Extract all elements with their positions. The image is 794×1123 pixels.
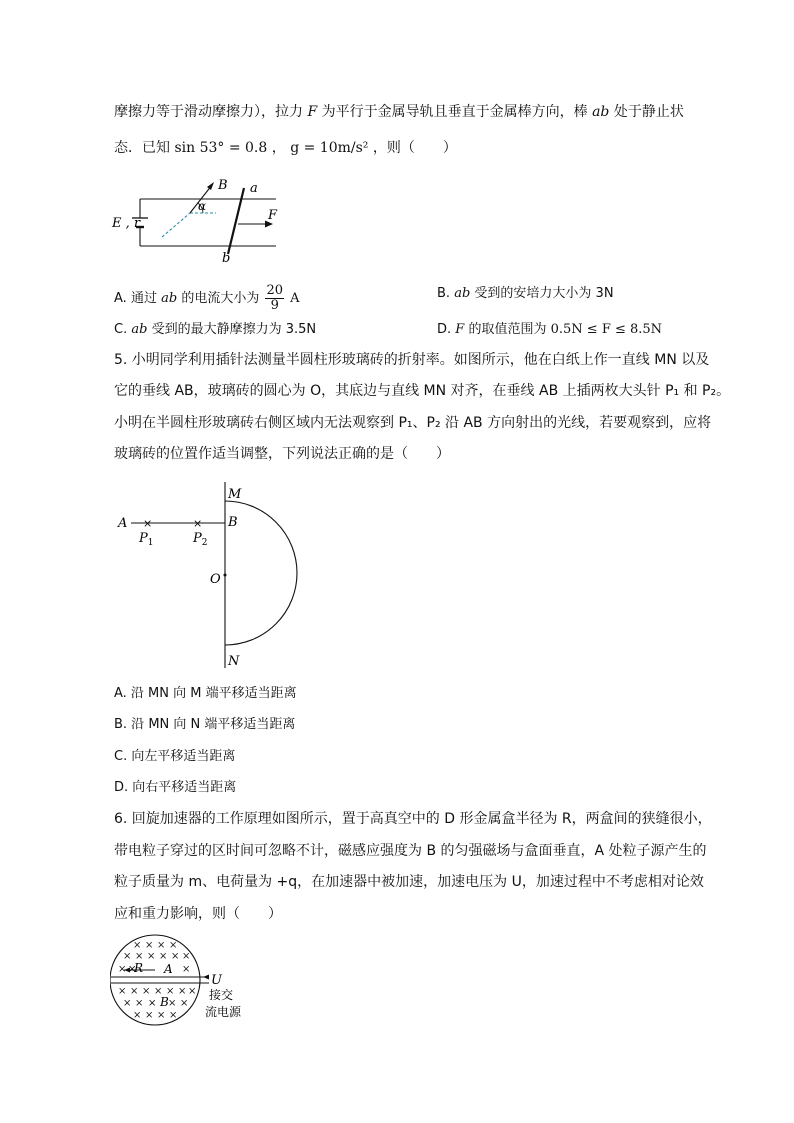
svg-text:×: × bbox=[118, 964, 127, 975]
B-arrow-head bbox=[207, 182, 214, 190]
q4-option-a[interactable]: A. 通过 ab 的电流大小为 $\frac{20}{9}$ A bbox=[114, 283, 300, 313]
q4-rail-figure bbox=[110, 172, 290, 264]
label-R: R bbox=[134, 961, 144, 975]
q5-stem-line-2: 它的垂线 AB，玻璃砖的圆心为 O，其底边与直线 MN 对齐，在垂线 AB 上插两枚大头针 P₁ 和 P₂。 bbox=[114, 383, 731, 399]
q5-glass-figure bbox=[110, 478, 310, 674]
label-A: A bbox=[118, 516, 128, 531]
svg-text:×: × bbox=[145, 1010, 154, 1021]
dashed-normal bbox=[162, 213, 190, 237]
q6-stem-line-2: 带电粒子穿过的区时间可忽略不计，磁感应强度为 B 的匀强磁场与盒面垂直，A 处粒子源产生的 bbox=[114, 843, 707, 859]
pin-P2-mark: × bbox=[193, 517, 203, 530]
label-B: B bbox=[218, 178, 228, 193]
q4-option-c[interactable]: C. ab 受到的最大静摩擦力为 3.5N bbox=[114, 322, 317, 337]
svg-text:×: × bbox=[133, 1010, 142, 1021]
q4-stem-line-2: 态．已知 sin 53° = 0.8 ， g = 10m/s² ，则（ ） bbox=[114, 140, 457, 156]
svg-text:×: × bbox=[130, 986, 139, 997]
label-a: a bbox=[250, 181, 258, 196]
label-P2: $P_2$ bbox=[193, 531, 208, 548]
q5-option-b[interactable]: B. 沿 MN 向 N 端平移适当距离 bbox=[114, 717, 296, 732]
svg-text:×: × bbox=[188, 986, 197, 997]
q6-cyclotron-figure bbox=[110, 932, 260, 1028]
svg-text:×: × bbox=[145, 940, 154, 951]
q5-stem-line-1: 5. 小明同学利用插针法测量半圆柱形玻璃砖的折射率。如图所示，他在白纸上作一直线 MN 以及 bbox=[114, 352, 710, 368]
label-M: M bbox=[228, 487, 242, 502]
label-U: U bbox=[211, 973, 222, 988]
source-label-1: 接交 bbox=[209, 988, 234, 1002]
svg-text:×: × bbox=[169, 1010, 178, 1021]
q6-stem-line-1: 6. 回旋加速器的工作原理如图所示，置于高真空中的 D 形金属盒半径为 R，两盒间的狭缝很小， bbox=[114, 811, 712, 827]
label-B: B bbox=[228, 515, 238, 530]
svg-text:×: × bbox=[171, 951, 180, 962]
field-crosses bbox=[118, 940, 196, 1021]
dee-circle bbox=[110, 935, 200, 1025]
center-O-dot bbox=[224, 574, 227, 577]
q5-option-c[interactable]: C. 向左平移适当距离 bbox=[114, 749, 236, 764]
svg-text:×: × bbox=[159, 951, 168, 962]
svg-text:×: × bbox=[157, 1010, 166, 1021]
current-fraction: $\frac{20}{9}$ bbox=[266, 283, 284, 313]
label-N: N bbox=[228, 654, 240, 669]
label-b: b bbox=[222, 251, 231, 264]
svg-text:×: × bbox=[147, 951, 156, 962]
cross-R-overlay: × bbox=[128, 964, 137, 975]
svg-text:×: × bbox=[123, 998, 132, 1009]
var-F: F bbox=[307, 104, 318, 120]
cross-B-overlay: × bbox=[148, 998, 157, 1009]
q4-option-d[interactable]: D. F 的取值范围为 0.5N ≤ F ≤ 8.5N bbox=[437, 322, 663, 337]
label-O: O bbox=[210, 572, 221, 587]
label-F: F bbox=[268, 208, 278, 223]
label-B: B bbox=[160, 995, 169, 1009]
source-label-2: 流电源 bbox=[205, 1005, 242, 1019]
q5-stem-line-3: 小明在半圆柱形玻璃砖右侧区域内无法观察到 P₁、P₂ 沿 AB 方向射出的光线，若要观察到，应将 bbox=[114, 415, 712, 431]
label-alpha: α bbox=[198, 199, 207, 213]
label-P1: $P_1$ bbox=[139, 531, 154, 548]
q5-option-a[interactable]: A. 沿 MN 向 M 端平移适当距离 bbox=[114, 686, 297, 701]
rod-ab bbox=[228, 188, 244, 254]
svg-text:×: × bbox=[142, 986, 151, 997]
q6-stem-line-3: 粒子质量为 m、电荷量为 +q，在加速器中被加速，加速电压为 U，加速过程中不考虑相对论效 bbox=[114, 874, 704, 890]
svg-text:×: × bbox=[182, 964, 191, 975]
q4-stem-line-1: 摩擦力等于滑动摩擦力），拉力 F 为平行于金属导轨且垂直于金属棒方向，棒 ab 处于静止状 bbox=[114, 104, 684, 120]
svg-text:×: × bbox=[133, 940, 142, 951]
svg-text:×: × bbox=[157, 940, 166, 951]
g-given: g = 10m/s² bbox=[290, 140, 369, 156]
svg-text:×: × bbox=[135, 998, 144, 1009]
svg-text:×: × bbox=[166, 986, 175, 997]
svg-text:×: × bbox=[169, 940, 178, 951]
svg-text:×: × bbox=[168, 998, 177, 1009]
svg-text:×: × bbox=[178, 986, 187, 997]
sin-given: sin 53° = 0.8 bbox=[174, 140, 268, 156]
svg-text:×: × bbox=[154, 986, 163, 997]
U-arrow-head bbox=[203, 975, 209, 980]
q5-stem-line-4: 玻璃砖的位置作适当调整，下列说法正确的是（ ） bbox=[114, 446, 450, 462]
svg-text:×: × bbox=[118, 986, 127, 997]
q5-option-d[interactable]: D. 向右平移适当距离 bbox=[114, 780, 237, 795]
q4-option-b[interactable]: B. ab 受到的安培力大小为 3N bbox=[437, 286, 614, 301]
svg-text:×: × bbox=[182, 951, 191, 962]
label-Er: E , r bbox=[112, 216, 141, 231]
var-ab: ab bbox=[592, 104, 610, 120]
label-A: A bbox=[164, 962, 173, 976]
svg-text:×: × bbox=[135, 951, 144, 962]
pin-P1-mark: × bbox=[143, 517, 153, 530]
svg-text:×: × bbox=[123, 951, 132, 962]
svg-text:×: × bbox=[180, 998, 189, 1009]
q6-stem-line-4: 应和重力影响，则（ ） bbox=[114, 906, 282, 922]
